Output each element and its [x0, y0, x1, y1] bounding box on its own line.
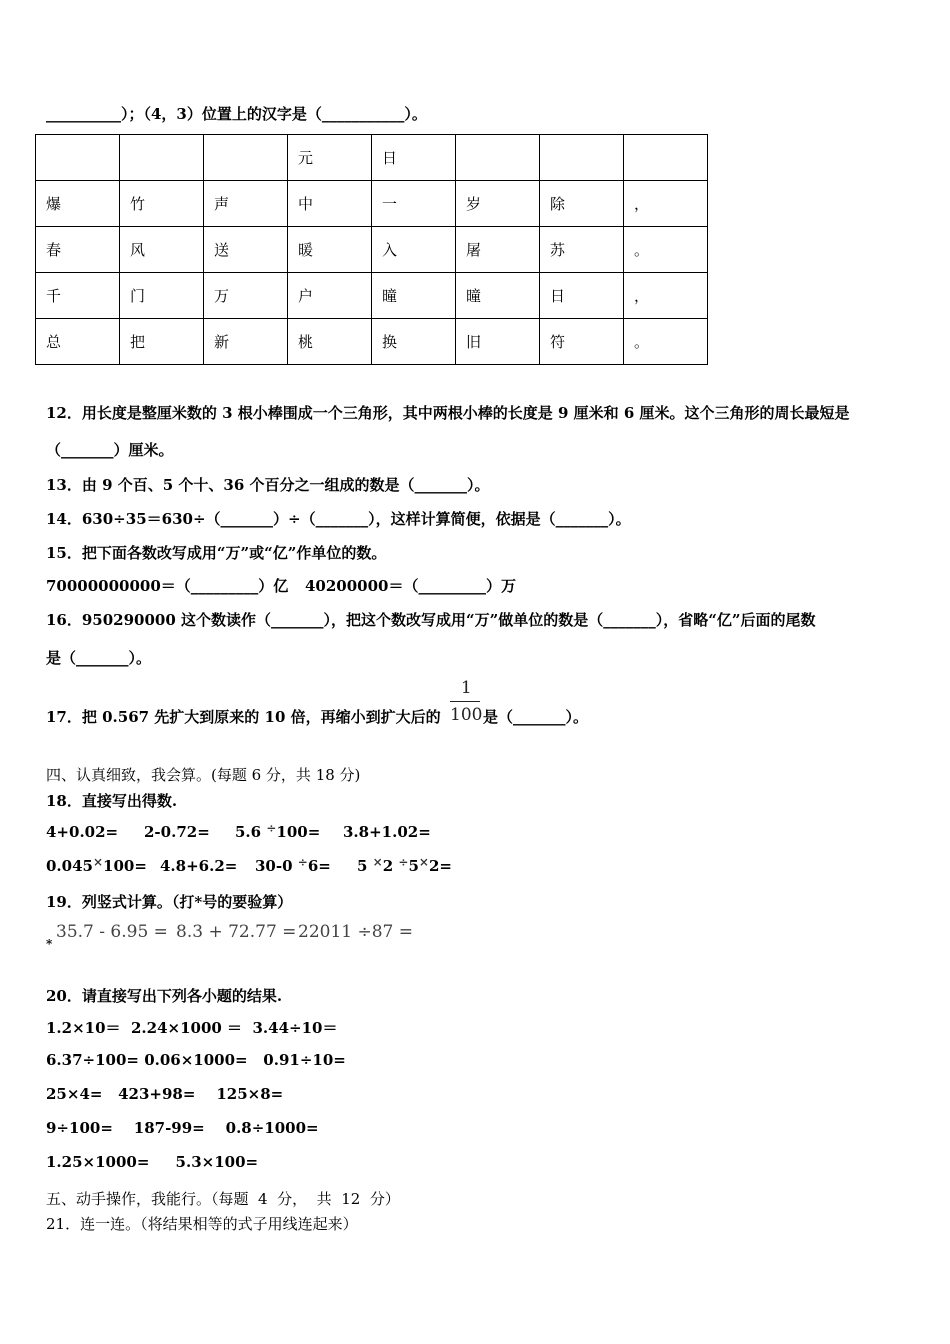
q19-expr-3: 22011 ÷87 = — [298, 922, 414, 942]
q18-item-3 — [235, 823, 320, 841]
q20-row-2: 6.37÷100= 0.06×1000= 0.91÷10= — [46, 1051, 346, 1069]
grid-cell — [36, 135, 120, 181]
question-13: 13．由 9 个百、5 个十、36 个百分之一组成的数是（_______）。 — [46, 476, 490, 494]
q18-item-5-b: 100= — [103, 857, 147, 875]
grid-cell: 风 — [120, 227, 204, 273]
grid-cell: 旧 — [456, 319, 540, 365]
grid-row — [36, 135, 708, 181]
question-20: 20．请直接写出下列各小题的结果. — [46, 987, 283, 1005]
grid-cell: 门 — [120, 273, 204, 319]
question-12-line1: 12．用长度是整厘米数的 3 根小棒围成一个三角形，其中两根小棒的长度是 9 厘米和 6 厘米。这个三角形的周长最短是 — [46, 404, 850, 422]
grid-cell — [456, 135, 540, 181]
grid-cell: 入 — [372, 227, 456, 273]
question-14: 14．630÷35＝630÷（_______）÷（_______），这样计算简便，依据是（_______）。 — [46, 510, 631, 528]
q18-item-2: 2-0.72= — [144, 823, 210, 841]
q18-item-1: 4+0.02= — [46, 823, 119, 841]
grid-cell — [204, 135, 288, 181]
fraction-denominator: 100 — [450, 705, 483, 725]
question-18: 18．直接写出得数. — [46, 792, 178, 810]
times-symbol: × — [372, 855, 383, 869]
grid-cell: 竹 — [120, 181, 204, 227]
q18-item-6: 4.8+6.2= — [160, 857, 238, 875]
grid-cell: 一 — [372, 181, 456, 227]
q18-item-3-a: 5.6 — [235, 823, 262, 841]
grid-cell: 。 — [624, 227, 708, 273]
grid-row — [36, 319, 708, 365]
grid-cell: 符 — [540, 319, 624, 365]
grid-cell: 屠 — [456, 227, 540, 273]
question-15: 15．把下面各数改写成用“万”或“亿”作单位的数。 — [46, 544, 387, 562]
grid-cell: 把 — [120, 319, 204, 365]
grid-cell: 送 — [204, 227, 288, 273]
grid-cell: 新 — [204, 319, 288, 365]
section-5-heading: 五、动手操作，我能行。（每题 4 分， 共 12 分） — [46, 1190, 400, 1208]
verify-star: * — [46, 937, 53, 951]
grid-cell: 总 — [36, 319, 120, 365]
grid-cell: 桃 — [288, 319, 372, 365]
q18-item-8-d: 2= — [428, 857, 452, 875]
grid-cell: 中 — [288, 181, 372, 227]
grid-cell: ， — [624, 181, 708, 227]
grid-cell — [624, 135, 708, 181]
times-symbol: × — [92, 855, 104, 869]
grid-row — [36, 227, 708, 273]
q18-item-4: 3.8+1.02= — [343, 823, 431, 841]
question-16-line1: 16．950290000 这个数读作（_______），把这个数改写成用“万”做单位的数是（_______），省略“亿”后面的尾数 — [46, 611, 816, 629]
question-16-line2: 是（_______）。 — [46, 649, 152, 667]
q18-item-8-a: 5 — [357, 857, 368, 875]
grid-cell: 苏 — [540, 227, 624, 273]
grid-cell: 日 — [540, 273, 624, 319]
q20-row-4: 9÷100= 187-99= 0.8÷1000= — [46, 1119, 319, 1137]
q18-item-8-c: 5 — [408, 857, 419, 875]
grid-cell — [540, 135, 624, 181]
question-17-suffix: 是（_______）。 — [483, 708, 589, 726]
q20-row-1: 1.2×10＝ 2.24×1000 ＝ 3.44÷10＝ — [46, 1019, 338, 1037]
grid-cell: 元 — [288, 135, 372, 181]
grid-cell: 曈 — [456, 273, 540, 319]
grid-cell: ， — [624, 273, 708, 319]
q20-row-5: 1.25×1000= 5.3×100= — [46, 1153, 259, 1171]
q19-expr-1: 35.7 - 6.95 = — [56, 922, 168, 942]
grid-cell: 户 — [288, 273, 372, 319]
grid-row — [36, 181, 708, 227]
question-12-line2: （_______）厘米。 — [46, 441, 174, 459]
fraction-bar — [450, 701, 480, 702]
fraction-one-hundredth — [450, 678, 482, 725]
grid-cell: 万 — [204, 273, 288, 319]
divide-symbol: ÷ — [266, 821, 277, 835]
character-grid — [35, 134, 708, 365]
grid-cell: 曈 — [372, 273, 456, 319]
grid-row — [36, 273, 708, 319]
q18-item-7-b: 6= — [307, 857, 331, 875]
q18-item-5 — [46, 857, 147, 875]
q18-item-7-a: 30-0 — [255, 857, 293, 875]
times-symbol: × — [418, 855, 429, 869]
q18-item-8-b: 2 — [382, 857, 394, 875]
grid-cell: 。 — [624, 319, 708, 365]
q19-expr-2: 8.3 + 72.77 = — [176, 922, 297, 942]
question-17-prefix: 17．把 0.567 先扩大到原来的 10 倍，再缩小到扩大后的 — [46, 708, 441, 726]
question-15-part-b: 40200000＝（_________）万 — [305, 577, 516, 595]
q18-item-8 — [357, 857, 452, 875]
q18-item-5-a: 0.045 — [46, 857, 93, 875]
grid-cell: 爆 — [36, 181, 120, 227]
grid-cell — [120, 135, 204, 181]
grid-cell: 除 — [540, 181, 624, 227]
q18-item-3-b: 100= — [276, 823, 321, 841]
section-4-heading: 四、认真细致，我会算。(每题 6 分，共 18 分) — [46, 766, 361, 784]
fraction-numerator: 1 — [460, 678, 472, 698]
grid-cell: 暖 — [288, 227, 372, 273]
question-15-part-a: 70000000000＝（_________）亿 — [46, 577, 289, 595]
divide-symbol: ÷ — [297, 855, 308, 869]
divide-symbol: ÷ — [398, 855, 409, 869]
q20-row-3: 25×4= 423+98= 125×8= — [46, 1085, 284, 1103]
grid-cell: 春 — [36, 227, 120, 273]
q18-item-7 — [255, 857, 331, 875]
grid-cell: 日 — [372, 135, 456, 181]
grid-cell: 岁 — [456, 181, 540, 227]
question-21: 21．连一连。（将结果相等的式子用线连起来） — [46, 1215, 358, 1233]
question-19: 19．列竖式计算。（打*号的要验算） — [46, 893, 293, 911]
grid-cell: 千 — [36, 273, 120, 319]
grid-cell: 换 — [372, 319, 456, 365]
grid-cell: 声 — [204, 181, 288, 227]
prev-question-tail: __________）；（4，3）位置上的汉字是（___________）。 — [46, 105, 427, 123]
